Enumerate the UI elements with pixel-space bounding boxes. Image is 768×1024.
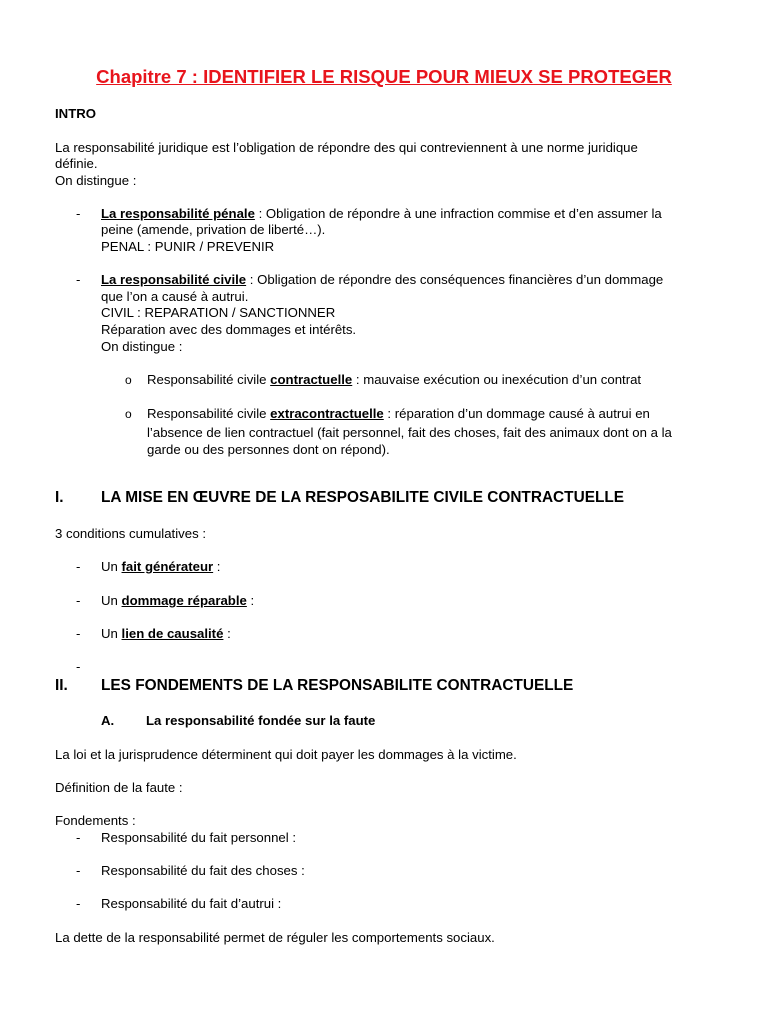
term-fait-generateur: fait générateur (121, 559, 214, 574)
term-lien-de-causalite: lien de causalité (121, 626, 224, 641)
list-dash: - (76, 863, 81, 878)
list-item-civile (101, 272, 663, 289)
list-dash: - (76, 659, 81, 674)
section-2-paragraph: Définition de la faute : (55, 780, 183, 795)
sub-item-extracontractuelle (147, 406, 650, 423)
list-item-text: peine (amende, privation de liberté…). (101, 222, 326, 237)
section-2-paragraph: La loi et la jurisprudence déterminent qui doit payer les dommages à la victime. (55, 747, 517, 762)
section-1-heading: LA MISE EN ŒUVRE DE LA RESPOSABILITE CIVILE CONTRACTUELLE (101, 489, 625, 506)
section-1-number: I. (55, 489, 64, 506)
condition-item (101, 593, 254, 610)
list-item-text: PENAL : PUNIR / PREVENIR (101, 239, 275, 254)
list-item-text: CIVIL : REPARATION / SANCTIONNER (101, 305, 336, 320)
list-item-text: Réparation avec des dommages et intérêts. (101, 322, 357, 337)
list-dash: - (76, 272, 81, 287)
intro-paragraph-line: On distingue : (55, 173, 137, 188)
sub-item-contractuelle (147, 372, 641, 389)
list-item-text: : Obligation de répondre des conséquences financières d’un dommage (246, 272, 664, 287)
term-responsabilite-civile: La responsabilité civile (101, 272, 247, 287)
sub-item-text: : réparation d’un dommage causé à autrui en (383, 406, 650, 421)
sub-bullet: o (125, 373, 132, 387)
sub-item-text: l’absence de lien contractuel (fait personnel, fait des choses, fait des animaux dont on a la (147, 425, 672, 440)
list-item-penale (101, 206, 662, 223)
condition-item (101, 626, 231, 643)
sub-item-text: Responsabilité civile (147, 372, 271, 387)
list-dash: - (76, 830, 81, 845)
list-dash: - (76, 593, 81, 608)
sub-bullet: o (125, 407, 132, 421)
page-title: Chapitre 7 : IDENTIFIER LE RISQUE POUR MIEUX SE PROTEGER (96, 66, 672, 87)
fondement-item: Responsabilité du fait des choses : (101, 863, 305, 878)
condition-text: Un (101, 626, 122, 641)
term-contractuelle: contractuelle (270, 372, 353, 387)
sub-item-text: Responsabilité civile (147, 406, 271, 421)
term-extracontractuelle: extracontractuelle (270, 406, 384, 421)
list-item-text: : Obligation de répondre à une infraction commise et d’en assumer la (254, 206, 662, 221)
closing-paragraph: La dette de la responsabilité permet de réguler les comportements sociaux. (55, 930, 495, 945)
section-2-heading: LES FONDEMENTS DE LA RESPONSABILITE CONTRACTUELLE (101, 677, 574, 694)
condition-text: : (246, 593, 255, 608)
list-item-text: que l’on a causé à autrui. (101, 289, 249, 304)
intro-paragraph-line: La responsabilité juridique est l’obligation de répondre des qui contreviennent à une norme juridique (55, 140, 638, 155)
term-dommage-reparable: dommage réparable (121, 593, 247, 608)
subsection-a-number: A. (101, 713, 115, 728)
section-1-lead: 3 conditions cumulatives : (55, 526, 206, 541)
list-dash: - (76, 206, 81, 221)
condition-text: : (223, 626, 231, 641)
list-item-text: On distingue : (101, 339, 183, 354)
term-responsabilite-penale: La responsabilité pénale (101, 206, 255, 221)
fondement-item: Responsabilité du fait personnel : (101, 830, 297, 845)
condition-item (101, 559, 220, 576)
list-dash: - (76, 559, 81, 574)
condition-text: : (213, 559, 221, 574)
list-dash: - (76, 626, 81, 641)
condition-text: Un (101, 593, 122, 608)
intro-heading: INTRO (55, 106, 97, 121)
fondement-item: Responsabilité du fait d’autrui : (101, 896, 282, 911)
list-dash: - (76, 896, 81, 911)
intro-paragraph-line: définie. (55, 156, 98, 171)
section-2-paragraph: Fondements : (55, 813, 136, 828)
sub-item-text: garde ou des personnes dont on répond). (147, 442, 390, 457)
condition-text: Un (101, 559, 122, 574)
sub-item-text: : mauvaise exécution ou inexécution d’un contrat (352, 372, 642, 387)
subsection-a-heading: La responsabilité fondée sur la faute (146, 713, 376, 728)
section-2-number: II. (55, 677, 68, 694)
